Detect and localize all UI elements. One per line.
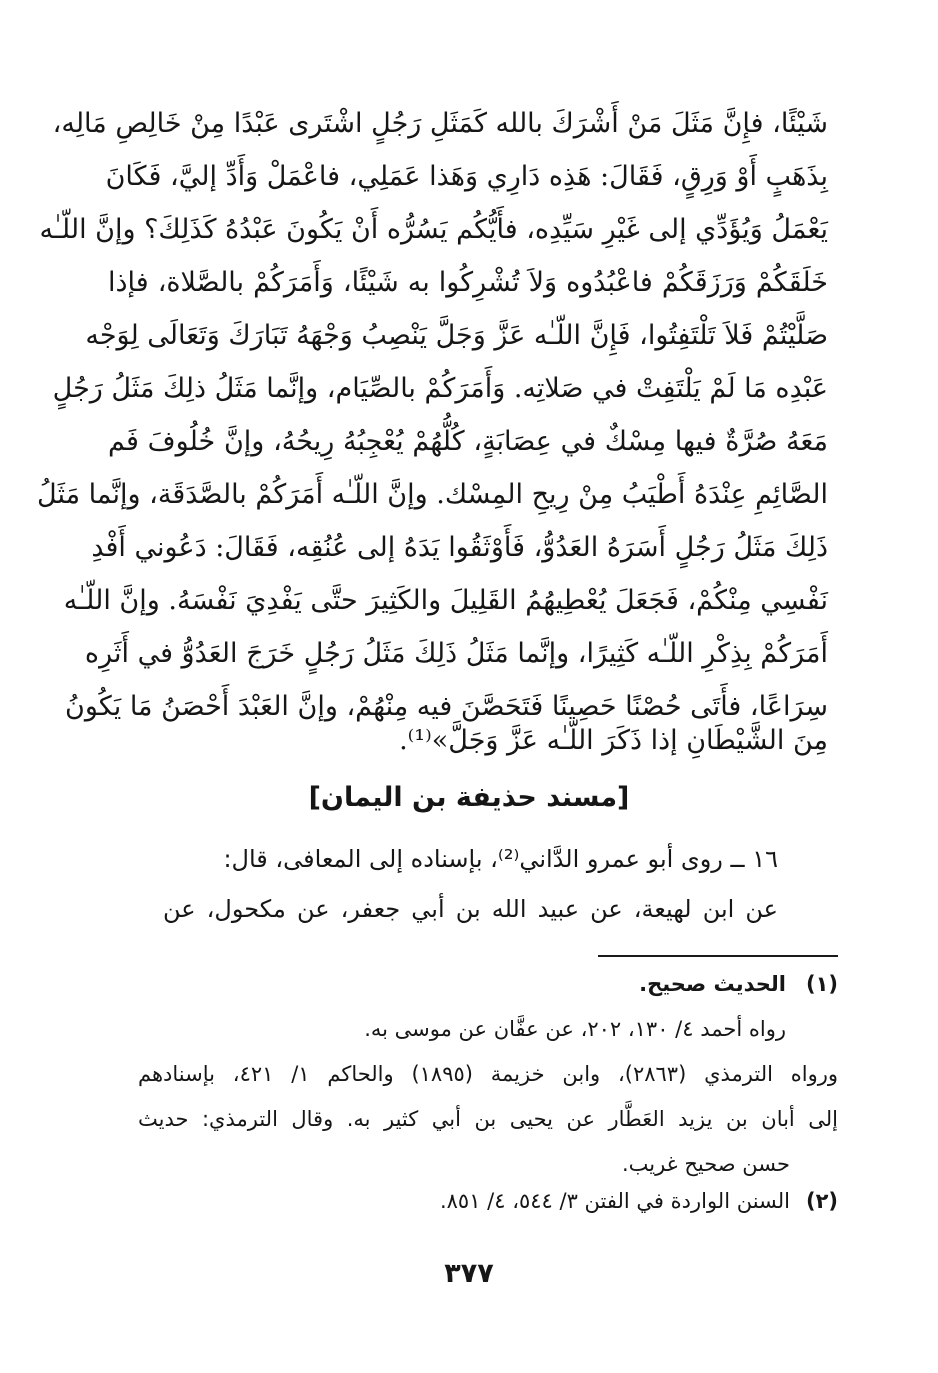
footnote-2-text: السنن الواردة في الفتن ٣/ ٥٤٤، ٤/ ٨٥١. bbox=[439, 1189, 790, 1213]
text-line-12: سِرَاعًا، فأَتَى حُصْنًا حَصِينًا فَتَحَصَّنَ فيه مِنْهُمْ، وإنَّ العَبْدَ أَحْصَنُ مَا يَكُونُ bbox=[65, 691, 828, 722]
footnote-2-marker: (٢) bbox=[805, 1189, 838, 1213]
footnote-1-title: الحديث صحيح. bbox=[639, 972, 786, 996]
text-line-6: عَبْدِه مَا لَمْ يَلْتَفِتْ في صَلاتِه. وَأَمَرَكُمْ بالصِّيَام، وإنَّما مَثَلُ ذلِكَ مَثَلُ رَجُلٍ bbox=[52, 373, 828, 404]
text-line-7: مَعَهُ صُرَّةٌ فيها مِسْكٌ في عِصَابَةٍ، كُلُّهُمْ يُعْجِبُهُ رِيحُهُ، وإنَّ خُلُوفَ فَم bbox=[108, 426, 828, 457]
page-number: ٣٧٧ bbox=[444, 1258, 494, 1289]
text-line-2: بِذَهَبٍ أَوْ وَرِقٍ، فَقَالَ: هَذِه دَارِي وَهَذا عَمَلِي، فاعْمَلْ وَأَدِّ إليَّ، فَكَانَ bbox=[105, 161, 828, 192]
text-line-13: مِنَ الشَّيْطَانِ إذا ذَكَرَ اللّـٰه عَزَّ وَجَلَّ»⁽¹⁾. bbox=[399, 725, 828, 756]
text-line-10: نَفْسِي مِنْكُمْ، فَجَعَلَ يُعْطِيهُمُ القَلِيلَ والكَثِيرَ حتَّى يَفْدِيَ نَفْسَهُ. وإنَّ اللّـٰه bbox=[63, 585, 828, 616]
footnote-1-marker: (١) bbox=[805, 972, 838, 996]
text-line-4: خَلَقَكُمْ وَرَزَقَكُمْ فاعْبُدُوه وَلاَ تُشْرِكُوا به شَيْئًا، وَأَمَرَكُمْ بالصَّلاة، فإذا bbox=[108, 267, 828, 298]
text-line-3: يَعْمَلُ وَيُؤَدِّي إلى غَيْرِ سَيِّدِه، فأَيُّكُم يَسُرُّه أَنْ يَكُونَ عَبْدُهُ كَذَلِكَ؟ وإنَّ اللّـٰه bbox=[39, 214, 828, 245]
section-heading: [مسند حذيفة بن اليمان] bbox=[308, 782, 630, 813]
text-line-1: شَيْئًا، فإِنَّ مَثَلَ مَنْ أَشْرَكَ بالله كَمَثَلِ رَجُلٍ اشْتَرى عَبْدًا مِنْ خَالِصِ مَالِه، bbox=[52, 108, 828, 139]
text-line-5: صَلَّيْتُمْ فَلاَ تَلْتَفِتُوا، فَإِنَّ اللّـٰه عَزَّ وَجَلَّ يَنْصِبُ وَجْهَهُ تَبَارَكَ وَتَعَالَى لِوَجْه bbox=[85, 320, 828, 351]
footnote-divider bbox=[598, 955, 838, 957]
footnote-1-line-3: ورواه الترمذي (٢٨٦٣)، وابن خزيمة (١٨٩٥) والحاكم ١/ ٤٢١، بإسنادهم bbox=[138, 1062, 838, 1086]
footnote-1-line-5: حسن صحيح غريب. bbox=[621, 1152, 790, 1176]
text-line-11: أَمَرَكُمْ بِذِكْرِ اللّـٰه كَثِيرًا، وإنَّما مَثَلُ ذَلِكَ مَثَلُ رَجُلٍ خَرَجَ العَدُوُّ في أَثَرِه bbox=[84, 638, 828, 669]
hadith-chain-line: عن ابن لهيعة، عن عبيد الله بن أبي جعفر، عن مكحول، عن bbox=[163, 895, 778, 923]
footnote-1-line-4: إلى أبان بن يزيد العَطَّار عن يحيى بن أبي كثير به. وقال الترمذي: حديث bbox=[138, 1107, 838, 1131]
text-line-8: الصَّائِمِ عِنْدَهُ أَطْيَبُ مِنْ رِيحِ المِسْك. وإنَّ اللّـٰه أَمَرَكُمْ بالصَّدَقَة، وإنَّما مَثَلُ bbox=[37, 479, 828, 510]
text-line-9: ذَلِكَ مَثَلُ رَجُلٍ أَسَرَهُ العَدُوُّ، فَأَوْثَقُوا يَدَهُ إلى عُنُقِه، فَقَالَ: دَعُوني أَفْدِ bbox=[91, 532, 828, 563]
footnote-1-line-2: رواه أحمد ٤/ ١٣٠، ٢٠٢، عن عفَّان عن موسى به. bbox=[364, 1017, 786, 1041]
hadith-intro-line: ١٦ ــ روى أبو عمرو الدَّاني⁽²⁾، بإسناده إلى المعافى، قال: bbox=[223, 845, 778, 873]
